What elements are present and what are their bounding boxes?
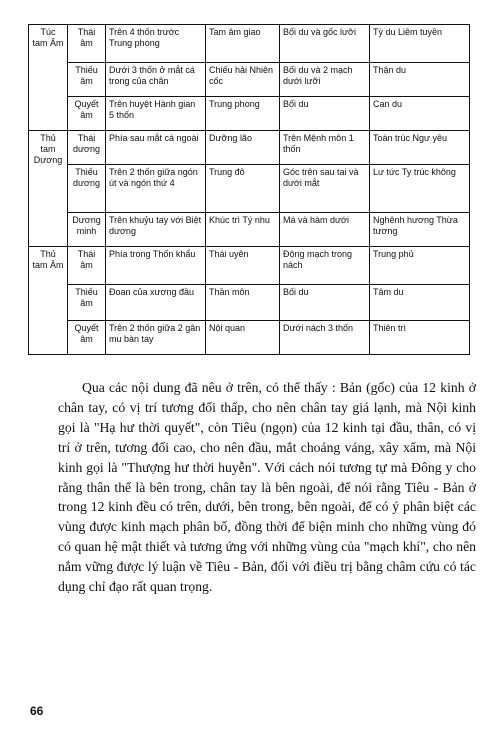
table-cell: Trung phong [206,97,280,131]
table-cell: Dưới nách 3 thốn [280,321,370,355]
table-cell: Thận du [370,63,470,97]
table-cell: Toàn trúc Ngư yêu [370,131,470,165]
table-cell: Góc trên sau tai và dưới mắt [280,165,370,213]
table-row [29,165,470,213]
sub-channel-cell: Thiếu âm [68,63,106,97]
sub-channel-cell: Thái dương [68,131,106,165]
table-cell: Nghênh hương Thừa tương [370,213,470,247]
table-row [29,97,470,131]
table-cell: Trên 2 thốn giữa ngón út và ngón thứ 4 [106,165,206,213]
page-number: 66 [30,704,44,718]
sub-channel-cell: Dương minh [68,213,106,247]
group-name-cell: Thủ tam Âm [29,247,68,355]
table-cell: Thần môn [206,285,280,321]
table-row [29,213,470,247]
group-name-cell: Thủ tam Dương [29,131,68,247]
table-cell: Bối du và gốc lưỡi [280,25,370,63]
table-cell: Đoan của xương đầu [106,285,206,321]
sub-channel-cell: Thiếu âm [68,285,106,321]
table-cell: Trung phủ [370,247,470,285]
table-cell: Trên 4 thốn trước Trung phong [106,25,206,63]
table-cell: Thái uyên [206,247,280,285]
table-cell: Trung đô [206,165,280,213]
meridian-table [28,24,470,355]
table-row [29,247,470,285]
table-cell: Bối du [280,97,370,131]
table-cell: Phía trong Thốn khẩu [106,247,206,285]
table-row [29,285,470,321]
sub-channel-cell: Quyết âm [68,97,106,131]
table-cell: Nội quan [206,321,280,355]
sub-channel-cell: Thái âm [68,247,106,285]
table-cell: Chiếu hải Nhiên cốc [206,63,280,97]
table-cell: Trên 2 thốn giữa 2 gân mu bàn tay [106,321,206,355]
table-cell: Bối du [280,285,370,321]
table-cell: Trên Mệnh môn 1 thốn [280,131,370,165]
sub-channel-cell: Thiếu dương [68,165,106,213]
table-row [29,131,470,165]
table-cell: Tam âm giao [206,25,280,63]
table-row [29,25,470,63]
table-cell: Bối du và 2 mạch dưới lưỡi [280,63,370,97]
table-cell: Má và hàm dưới [280,213,370,247]
table-cell: Động mạch trong nách [280,247,370,285]
table-cell: Dưỡng lão [206,131,280,165]
table-cell: Khúc trì Tý nhu [206,213,280,247]
table-cell: Dưới 3 thốn ở mắt cá trong của chân [106,63,206,97]
sub-channel-cell: Quyết âm [68,321,106,355]
table-cell: Trên huyệt Hành gian 5 thốn [106,97,206,131]
table-cell: Phía sau mắt cá ngoài [106,131,206,165]
group-name-cell: Túc tam Âm [29,25,68,131]
sub-channel-cell: Thái âm [68,25,106,63]
table-cell: Tâm du [370,285,470,321]
table-row [29,321,470,355]
table-cell: Can du [370,97,470,131]
table-cell: Lư tức Ty trúc không [370,165,470,213]
table-cell: Thiên trì [370,321,470,355]
body-paragraph: Qua các nội dung đã nêu ở trên, có thể thấy : Bản (gốc) của 12 kinh ở chân tay, có vị trí tương đối thấp, cho nên chân tay giá lạnh, mà Nội kinh gọi là "Hạ hư thời quyết", còn Tiêu (ngọn) của 12 kinh tại đầu, thân, có vị trí ở trên, tương đối cao, cho nên đầu, mắt choáng váng, xây xẩm, mà Nội kinh gọi là "Thượng hư thời huyễn". Với cách nói tương tự mà Đông y cho rằng thân thể là bên trong, chân tay là bên ngoài, để nói rằng Tiêu - Bản ở trong 12 kinh đều có trên, dưới, bên trong, bên ngoài, để có ý phân biệt các vùng được kinh mạch phân bố, đồng thời để biện minh cho những vùng đó có quan hệ mật thiết và tương ứng với những vùng của "mạch khí", cho nên nắm vững được lý luận về Tiêu - Bản, đối với điều trị bằng châm cứu có tác dụng chỉ đạo rất quan trọng. [58,380,476,595]
table-cell: Trên khuỷu tay với Biệt dương [106,213,206,247]
table-cell: Tỳ du Liêm tuyền [370,25,470,63]
table-row [29,63,470,97]
